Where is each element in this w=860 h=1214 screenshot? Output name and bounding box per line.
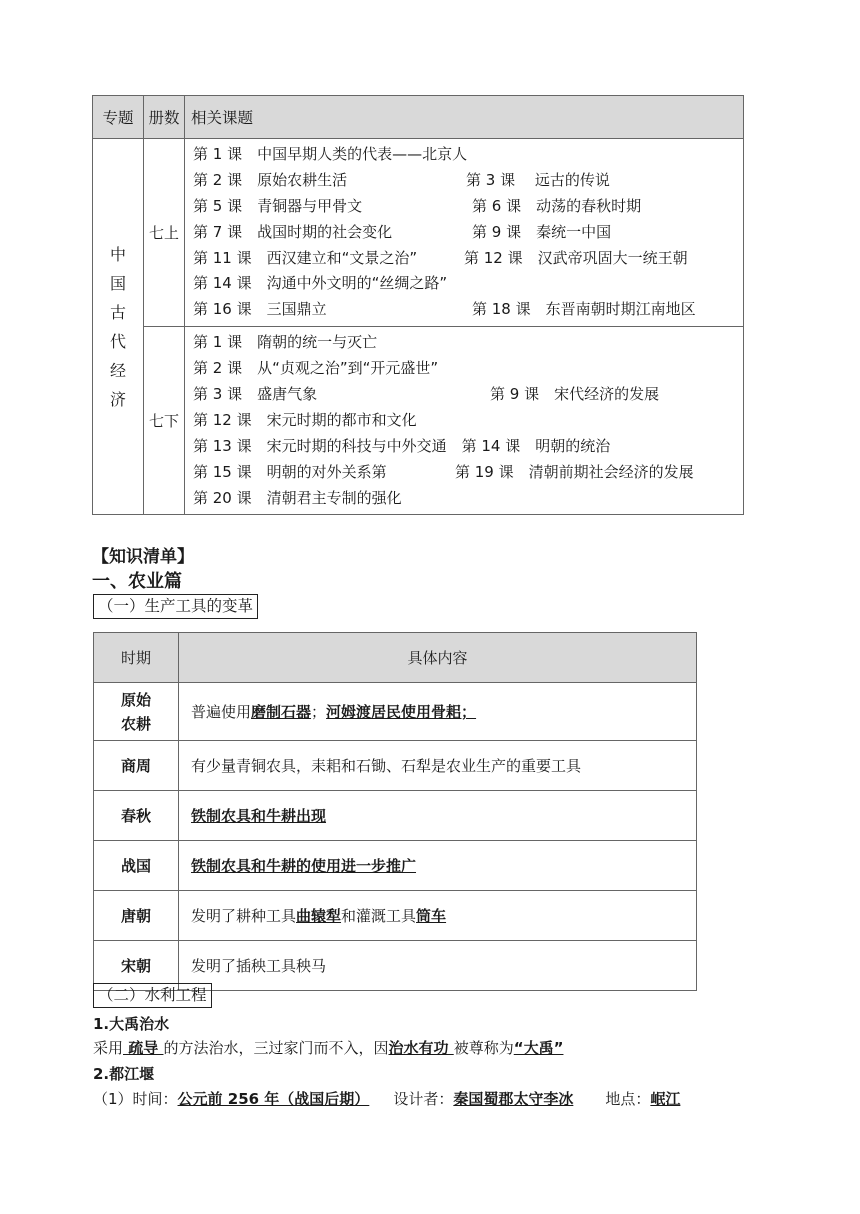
tools-table	[93, 632, 697, 991]
lesson-title: 第 9 课 宋代经济的发展	[490, 385, 660, 404]
tools-row	[94, 741, 697, 791]
content-cell	[179, 891, 697, 941]
content-text: 发明了插秧工具秧马	[191, 957, 327, 975]
lesson-title: 第 12 课 宋元时期的都市和文化	[193, 410, 417, 429]
lesson-list	[185, 139, 744, 327]
lesson-list	[185, 327, 744, 515]
tools-row	[94, 891, 697, 941]
agriculture-section-title: 一、农业篇	[92, 571, 182, 592]
lesson-line	[193, 460, 743, 486]
period-label: 唐朝	[120, 906, 151, 925]
volume-label: 七下	[144, 327, 185, 515]
tools-row	[94, 841, 697, 891]
lesson-title: 第 9 课 秦统一中国	[472, 222, 612, 241]
dayu-line	[93, 1037, 563, 1058]
lesson-line	[193, 142, 743, 168]
lesson-line	[193, 382, 743, 408]
period-label: 宋朝	[120, 956, 151, 975]
lesson-line	[193, 246, 743, 272]
dujiangyan-place: 岷江	[650, 1090, 681, 1108]
header-content: 具体内容	[179, 633, 697, 683]
header-topic: 专题	[93, 96, 144, 139]
lesson-title: 第 2 课 从“贞观之治”到“开元盛世”	[193, 359, 439, 378]
tools-row	[94, 683, 697, 741]
dujiangyan-designer: 秦国蜀郡太守李冰	[453, 1090, 574, 1108]
period-label: 春秋	[120, 806, 151, 825]
lesson-title: 第 14 课 沟通中外文明的“丝绸之路”	[193, 274, 448, 293]
header-period: 时期	[94, 633, 179, 683]
volume-row	[93, 139, 744, 327]
lesson-title: 第 1 课 中国早期人类的代表——北京人	[193, 145, 468, 163]
dujiangyan-line	[93, 1088, 680, 1109]
lesson-line	[193, 297, 743, 323]
dujiangyan-title: 2.都江堰	[93, 1065, 155, 1083]
dayu-text-1: 采用	[93, 1039, 124, 1057]
lesson-title: 第 2 课 原始农耕生活	[193, 170, 348, 189]
lesson-title: 第 12 课 汉武帝巩固大一统王朝	[464, 248, 688, 267]
lesson-line	[193, 271, 743, 297]
dayu-keyword-method: 疏导	[123, 1039, 164, 1057]
lesson-line	[193, 168, 743, 194]
dayu-keyword-title: “大禹”	[513, 1039, 564, 1057]
dujiangyan-label-time: （1）时间：	[93, 1090, 178, 1108]
lesson-title: 第 5 课 青铜器与甲骨文	[193, 196, 363, 215]
content-cell	[179, 841, 697, 891]
lesson-title: 第 1 课 隋朝的统一与灭亡	[193, 333, 378, 352]
period-cell	[94, 683, 179, 741]
tools-subheading: （一）生产工具的变革	[93, 594, 258, 619]
content-text: 普遍使用	[191, 703, 252, 721]
content-text: ；	[311, 703, 327, 721]
header-lessons: 相关课题	[185, 96, 744, 139]
period-cell	[94, 741, 179, 791]
lesson-title: 第 3 课 远古的传说	[466, 170, 610, 189]
content-cell	[179, 741, 697, 791]
lesson-title: 第 11 课 西汉建立和“文景之治”	[193, 248, 418, 267]
lesson-title: 第 13 课 宋元时期的科技与中外交通 第 14 课 明朝的统治	[193, 436, 611, 455]
lesson-title: 第 19 课 清朝前期社会经济的发展	[455, 462, 694, 481]
lesson-title: 第 18 课 东晋南朝时期江南地区	[472, 300, 696, 319]
dujiangyan-time: 公元前 256 年（战国后期）	[177, 1090, 370, 1108]
lesson-line	[193, 330, 743, 356]
dayu-keyword-merit: 治水有功	[388, 1039, 454, 1057]
lesson-line	[193, 434, 743, 460]
lesson-title: 第 3 课 盛唐气象	[193, 385, 318, 404]
key-term: 曲辕犁	[296, 907, 342, 925]
period-cell	[94, 891, 179, 941]
content-cell	[179, 683, 697, 741]
period-cell	[94, 841, 179, 891]
lesson-line	[193, 486, 743, 512]
lesson-table	[92, 95, 744, 515]
lesson-line	[193, 356, 743, 382]
content-text: 发明了耕种工具	[191, 907, 297, 925]
content-cell	[179, 791, 697, 841]
lesson-title: 第 16 课 三国鼎立	[193, 300, 327, 319]
dayu-text-3: 被尊称为	[453, 1039, 514, 1057]
dayu-title: 1.大禹治水	[93, 1015, 170, 1033]
water-subheading: （二）水利工程	[93, 983, 212, 1008]
lesson-title: 第 7 课 战国时期的社会变化	[193, 222, 393, 241]
tools-row	[94, 791, 697, 841]
period-cell	[94, 791, 179, 841]
key-term: 筒车	[416, 907, 447, 925]
topic-cell	[93, 139, 144, 515]
volume-label: 七上	[144, 139, 185, 327]
volume-row	[93, 327, 744, 515]
lesson-title: 第 15 课 明朝的对外关系第	[193, 462, 387, 481]
content-text: 和灌溉工具	[341, 907, 417, 925]
dujiangyan-label-designer: 设计者：	[393, 1090, 454, 1108]
content-cell	[179, 941, 697, 991]
dujiangyan-label-place: 地点：	[605, 1090, 651, 1108]
lesson-line	[193, 408, 743, 434]
lesson-line	[193, 220, 743, 246]
key-term: 铁制农具和牛耕出现	[191, 807, 327, 825]
period-label: 商周	[120, 756, 151, 775]
period-label: 战国	[120, 856, 151, 875]
key-term: 河姆渡居民使用骨耜；	[326, 703, 477, 721]
lesson-title: 第 20 课 清朝君主专制的强化	[193, 488, 402, 507]
period-label: 原始农耕	[120, 690, 151, 733]
content-text: 有少量青铜农具，耒耜和石锄、石犁是农业生产的重要工具	[191, 757, 582, 775]
knowledge-list-title: 【知识清单】	[92, 547, 194, 567]
dayu-text-2: 的方法治水，三过家门而不入，因	[163, 1039, 389, 1057]
key-term: 铁制农具和牛耕的使用进一步推广	[191, 857, 417, 875]
lesson-line	[193, 194, 743, 220]
header-volume: 册数	[144, 96, 185, 139]
topic-label: 中国古代经济	[110, 244, 127, 409]
key-term: 磨制石器	[251, 703, 312, 721]
lesson-title: 第 6 课 动荡的春秋时期	[472, 196, 642, 215]
